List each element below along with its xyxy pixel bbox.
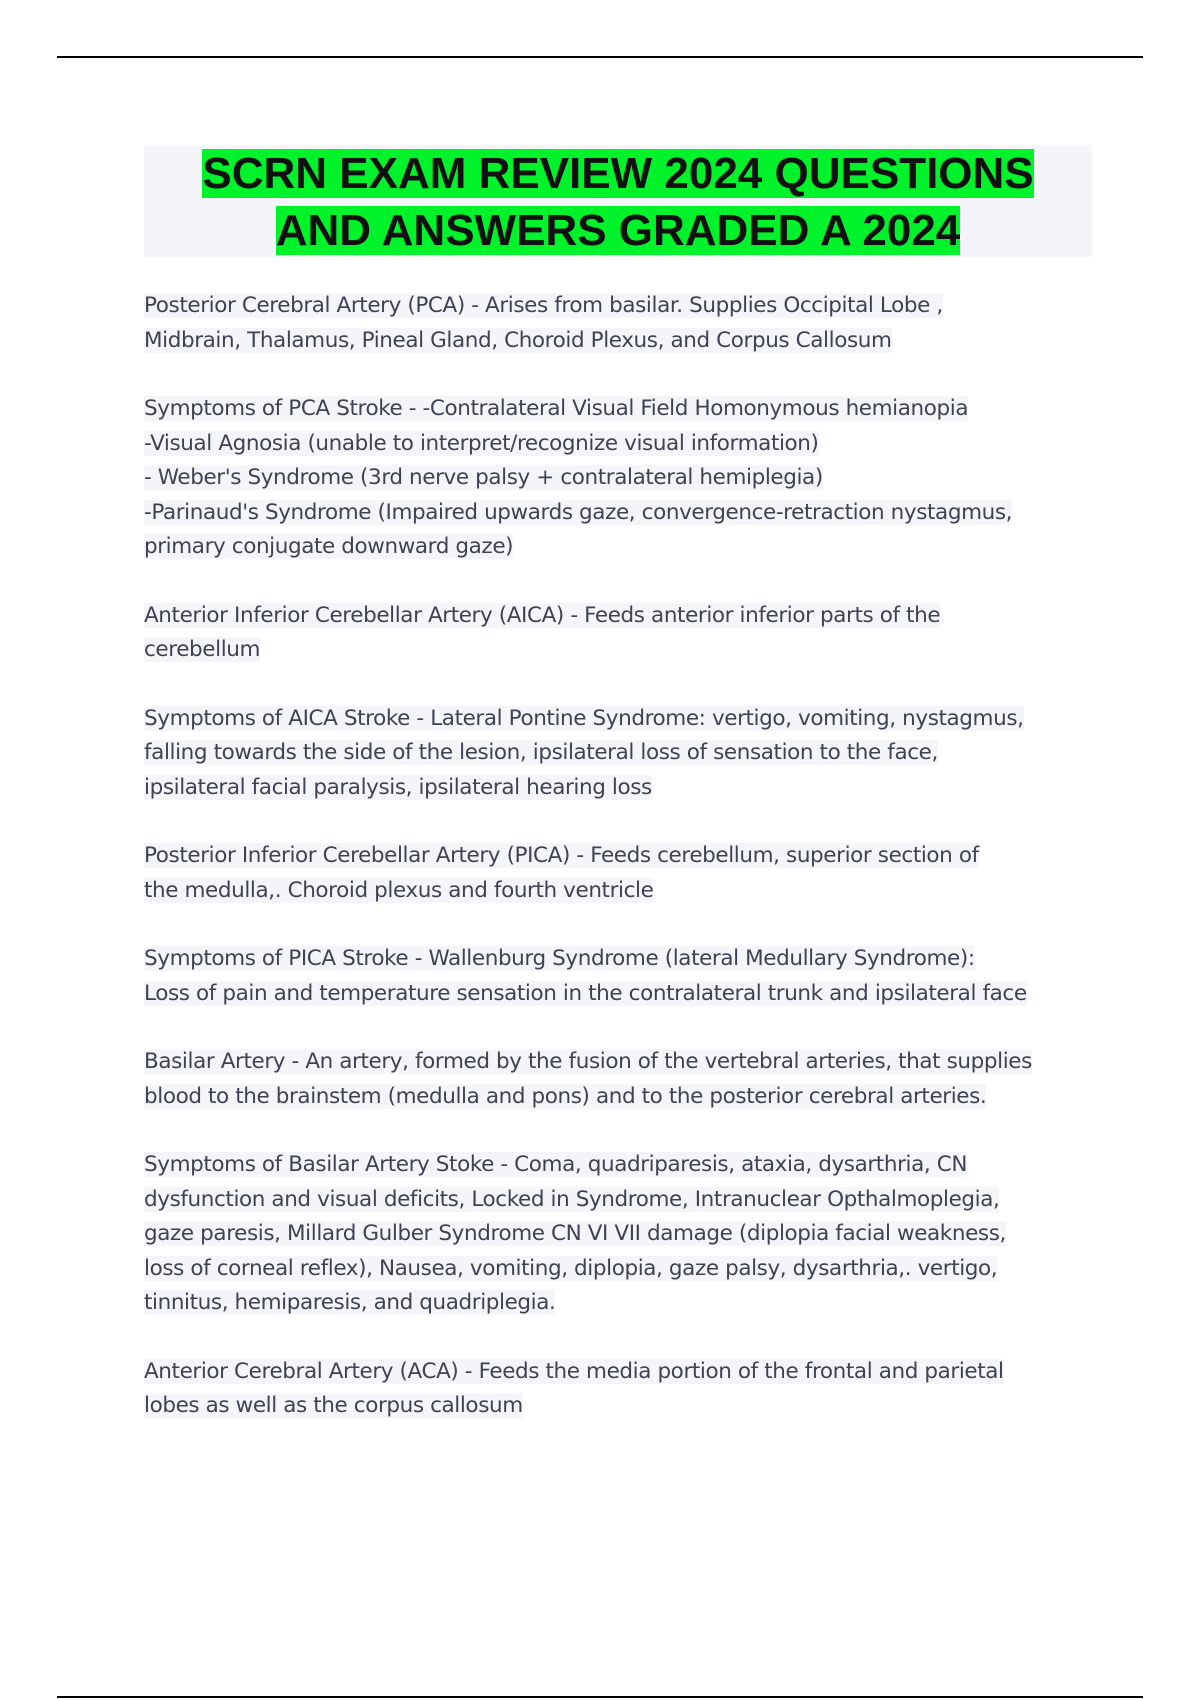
text-line: -Visual Agnosia (unable to interpret/recognize visual information)	[144, 430, 819, 456]
qa-entry	[144, 839, 1104, 908]
qa-entry	[144, 599, 1104, 668]
document-body	[144, 289, 1104, 1458]
text-line: Symptoms of PCA Stroke - -Contralateral Visual Field Homonymous hemianopia	[144, 396, 969, 421]
text-line: falling towards the side of the lesion, ipsilateral loss of sensation to the face,	[144, 740, 938, 765]
bottom-rule	[57, 1696, 1143, 1698]
text-line: Anterior Cerebral Artery (ACA) - Feeds the media portion of the frontal and parietal	[144, 1358, 1004, 1384]
text-line: Anterior Inferior Cerebellar Artery (AICA) - Feeds anterior inferior parts of the	[144, 602, 941, 628]
text-line: Symptoms of PICA Stroke - Wallenburg Syndrome (lateral Medullary Syndrome):	[144, 946, 975, 971]
top-rule	[57, 56, 1143, 58]
title-block	[144, 145, 1092, 257]
qa-entry	[144, 1045, 1104, 1114]
text-line: -Parinaud's Syndrome (Impaired upwards gaze, convergence-retraction nystagmus,	[144, 499, 1013, 525]
text-line: primary conjugate downward gaze)	[144, 534, 514, 559]
text-line: dysfunction and visual deficits, Locked in Syndrome, Intranuclear Opthalmoplegia,	[144, 1186, 1000, 1212]
text-line: loss of corneal reflex), Nausea, vomiting, diplopia, gaze palsy, dysarthria,. vertigo,	[144, 1255, 998, 1281]
text-line: lobes as well as the corpus callosum	[144, 1393, 523, 1418]
page-title	[144, 145, 1092, 259]
text-line: Symptoms of AICA Stroke - Lateral Pontine Syndrome: vertigo, vomiting, nystagmus,	[144, 705, 1024, 731]
qa-entry	[144, 702, 1104, 806]
title-line: AND ANSWERS GRADED A 2024	[275, 206, 961, 255]
text-line: - Weber's Syndrome (3rd nerve palsy + contralateral hemiplegia)	[144, 465, 823, 490]
qa-entry	[144, 942, 1104, 1011]
title-line: SCRN EXAM REVIEW 2024 QUESTIONS	[202, 149, 1034, 198]
text-line: the medulla,. Choroid plexus and fourth ventricle	[144, 877, 654, 903]
text-line: Basilar Artery - An artery, formed by the fusion of the vertebral arteries, that supplies	[144, 1049, 1032, 1074]
qa-entry	[144, 289, 1104, 358]
qa-entry	[144, 1148, 1104, 1321]
text-line: cerebellum	[144, 637, 261, 662]
text-line: tinnitus, hemiparesis, and quadriplegia.	[144, 1290, 556, 1315]
text-line: blood to the brainstem (medulla and pons) and to the posterior cerebral arteries.	[144, 1083, 987, 1109]
text-line: gaze paresis, Millard Gulber Syndrome CN VI VII damage (diplopia facial weakness,	[144, 1221, 1006, 1246]
qa-entry	[144, 392, 1104, 565]
text-line: Symptoms of Basilar Artery Stoke - Coma, quadriparesis, ataxia, dysarthria, CN	[144, 1152, 968, 1177]
text-line: Midbrain, Thalamus, Pineal Gland, Choroid Plexus, and Corpus Callosum	[144, 327, 892, 353]
text-line: Posterior Inferior Cerebellar Artery (PICA) - Feeds cerebellum, superior section of	[144, 843, 979, 868]
text-line: Loss of pain and temperature sensation in the contralateral trunk and ipsilateral face	[144, 980, 1027, 1006]
text-line: Posterior Cerebral Artery (PCA) - Arises from basilar. Supplies Occipital Lobe ,	[144, 293, 943, 318]
qa-entry	[144, 1355, 1104, 1424]
text-line: ipsilateral facial paralysis, ipsilateral hearing loss	[144, 774, 652, 800]
